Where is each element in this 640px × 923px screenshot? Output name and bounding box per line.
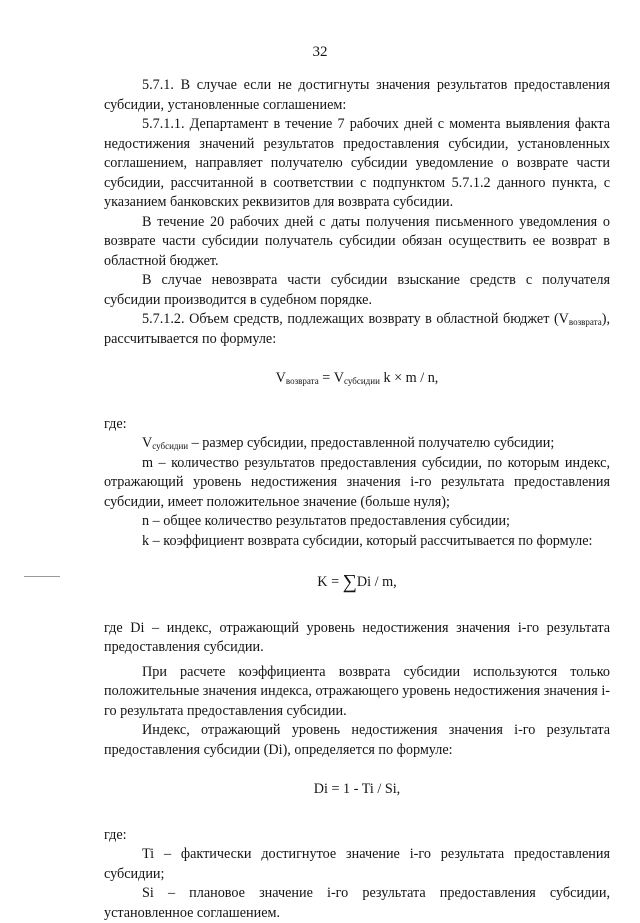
formula-v: V	[275, 370, 286, 386]
formula-rest: k × m / n,	[379, 370, 439, 386]
formula-di: Di = 1 - Ti / Si,	[313, 781, 401, 797]
definition-di: где Di – индекс, отражающий уровень недостижения значения i-го результата предоставления субсидии.	[104, 619, 610, 655]
paragraph-5-7-1-1: 5.7.1.1. Департамент в течение 7 рабочих дней с момента выявления факта недостижения значений результатов предоставления субсидии, установленных соглашением, направляет получателю субсидии уведомление о возврате части субсидии, рассчитанной в соответствии с подпунктом 5.7.1.2 данного пункта, с указанием банковских реквизитов для возврата субсидии.	[104, 116, 610, 210]
definition-ti: Ti – фактически достигнутое значение i-го результата предоставления субсидии;	[104, 846, 610, 882]
paragraph-return-deadline: В течение 20 рабочих дней с даты получения письменного уведомления о возврате части субсидии получатель субсидии обязан осуществить ее возврат в областной бюджет.	[104, 213, 610, 269]
definition-v: V	[142, 435, 153, 451]
page-number: 32	[312, 44, 328, 60]
paragraph-5-7-1-2-text-end: ), рассчитывается по формуле:	[104, 311, 610, 347]
definition-v-sub: субсидии	[152, 441, 189, 451]
formula-sub-return: возврата	[285, 376, 319, 386]
definition-k: k – коэффициент возврата субсидии, который рассчитывается по формуле:	[142, 532, 593, 549]
formula-eq: = V	[318, 370, 345, 386]
definition-v-text: – размер субсидии, предоставленной получателю субсидии;	[188, 435, 555, 451]
formula-v-return	[104, 369, 610, 389]
paragraph-court-recovery: В случае невозврата части субсидии взыскание средств с получателя субсидии производится в судебном порядке.	[104, 272, 610, 308]
definition-v-subsidy	[104, 434, 610, 454]
margin-mark	[24, 576, 60, 577]
paragraph-5-7-1: 5.7.1. В случае если не достигнуты значения результатов предоставления субсидии, установленные соглашением:	[104, 77, 610, 113]
paragraph-positive-values: При расчете коэффициента возврата субсидии используются только положительные значения индекса, отражающего уровень недостижения значения i-го результата предоставления субсидии.	[104, 663, 610, 719]
document-body	[104, 76, 610, 923]
formula-k-left: K =	[317, 574, 343, 590]
paragraph-5-7-1-2-text: 5.7.1.2. Объем средств, подлежащих возврату в областной бюджет (V	[142, 311, 569, 327]
paragraph-di-index: Индекс, отражающий уровень недостижения значения i-го результата предоставления субсидии (Di), определяется по формуле:	[104, 722, 610, 758]
paragraph-5-7-1-2	[104, 310, 610, 349]
formula-k-right: Di / m,	[356, 574, 397, 590]
where-label-2: где:	[104, 826, 127, 843]
definition-si: Si – плановое значение i-го результата предоставления субсидии, установленное соглашением.	[104, 885, 610, 921]
v-return-subscript: возврата	[568, 317, 602, 327]
definition-n: n – общее количество результатов предоставления субсидии;	[142, 513, 510, 529]
where-label-1: где:	[104, 415, 127, 432]
definition-m: m – количество результатов предоставления субсидии, по которым индекс, отражающий уровень недостижения значения i-го результата предоставления субсидии, имеет положительное значение (больше нуля);	[104, 454, 610, 510]
sum-symbol: ∑	[342, 571, 357, 593]
formula-k	[104, 573, 610, 593]
formula-sub-subsidy: субсидии	[344, 376, 380, 386]
